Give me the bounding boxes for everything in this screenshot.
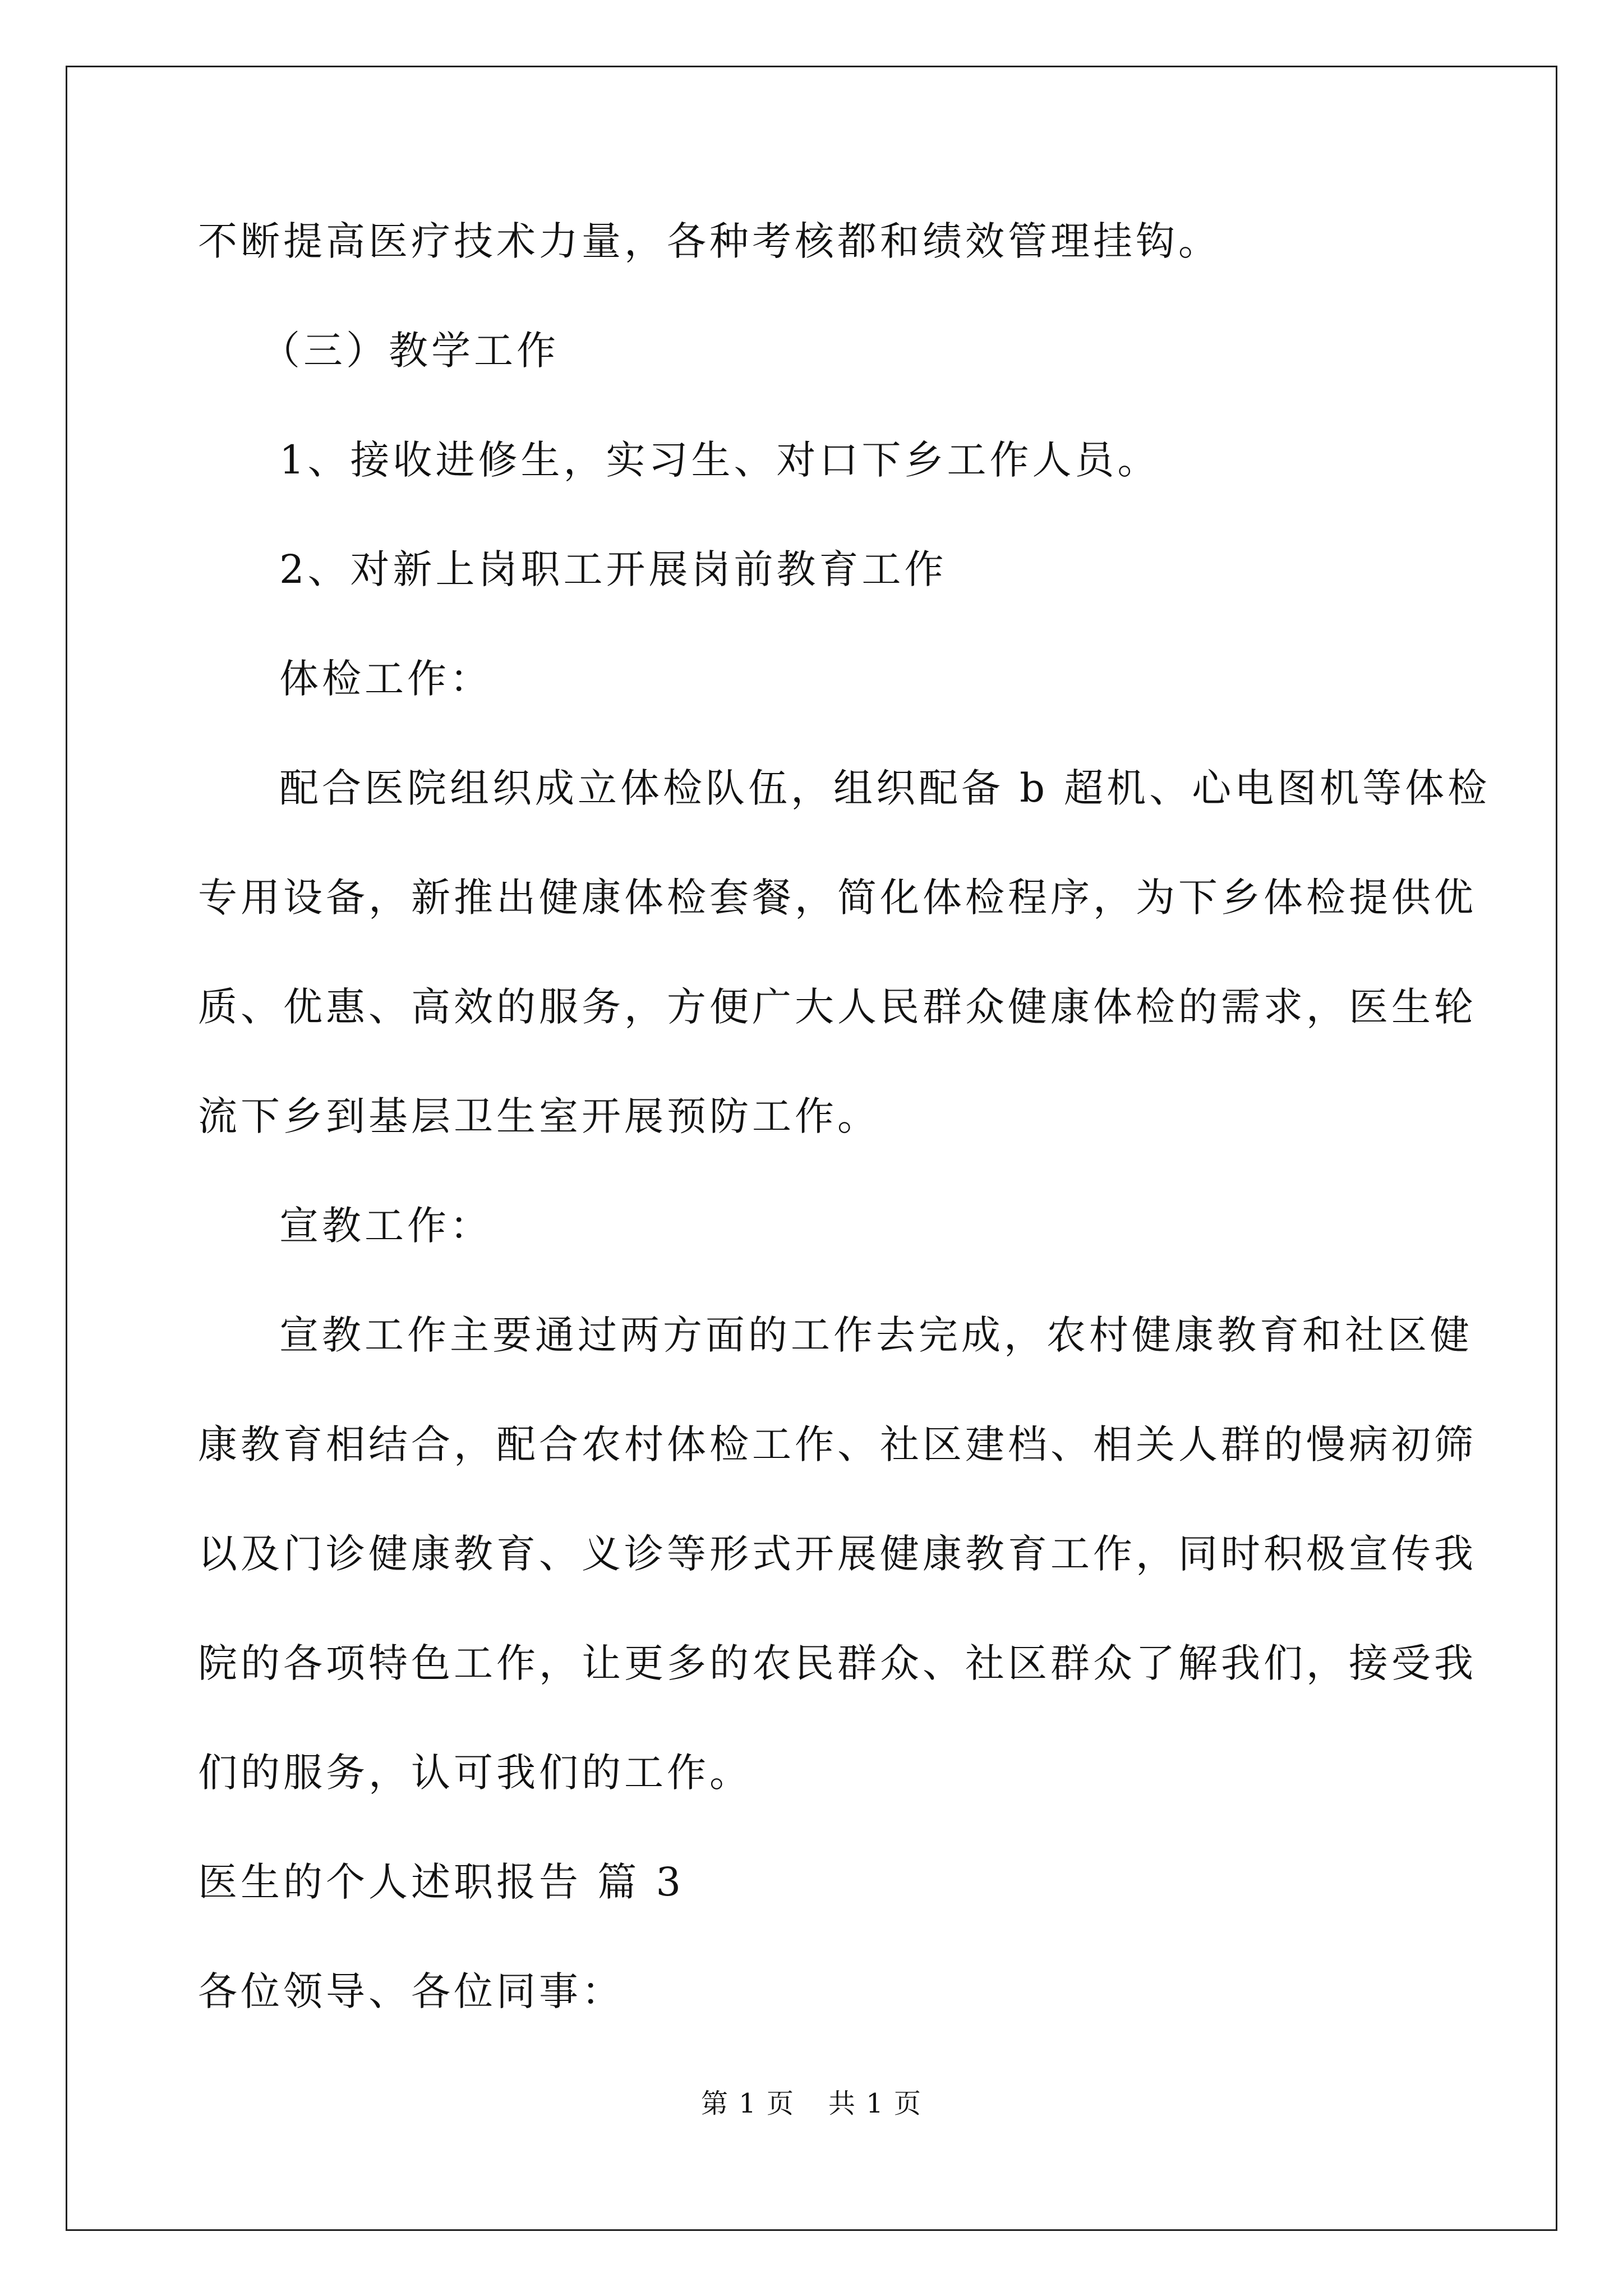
document-title: 医生的个人述职报告 篇 3 — [198, 1859, 685, 1905]
subheading: 宣教工作： — [279, 1203, 492, 1249]
paragraph-line: 们的服务，认可我们的工作。 — [198, 1750, 752, 1796]
paragraph-line: 流下乡到基层卫生室开展预防工作。 — [198, 1093, 880, 1139]
paragraph-line: 专用设备，新推出健康体检套餐，简化体检程序，为下乡体检提供优 — [198, 875, 1477, 921]
document-body — [198, 213, 1491, 2073]
paragraph-line: 宣教工作主要通过两方面的工作去完成，农村健康教育和社区健 — [279, 1312, 1473, 1358]
paragraph-line: 院的各项特色工作，让更多的农民群众、社区群众了解我们，接受我 — [198, 1640, 1477, 1686]
subheading: 体检工作： — [279, 656, 492, 702]
text-line: 不断提高医疗技术力量，各种考核都和绩效管理挂钩。 — [198, 218, 1221, 264]
paragraph-line: 康教育相结合，配合农村体检工作、社区建档、相关人群的慢病初筛 — [198, 1421, 1477, 1467]
list-item: 2、对新上岗职工开展岗前教育工作 — [279, 546, 947, 592]
paragraph-line: 配合医院组织成立体检队伍，组织配备 b 超机、心电图机等体检 — [279, 765, 1491, 811]
salutation: 各位领导、各位同事： — [198, 1968, 624, 2014]
section-heading: （三）教学工作 — [261, 328, 559, 374]
page-total: 共 1 页 — [828, 2088, 923, 2119]
page-footer — [0, 2087, 1623, 2120]
page-number: 第 1 页 — [700, 2088, 795, 2119]
list-item: 1、接收进修生，实习生、对口下乡工作人员。 — [279, 437, 1160, 483]
paragraph-line: 以及门诊健康教育、义诊等形式开展健康教育工作，同时积极宣传我 — [198, 1531, 1477, 1577]
paragraph-line: 质、优惠、高效的服务，方便广大人民群众健康体检的需求，医生轮 — [198, 984, 1477, 1030]
